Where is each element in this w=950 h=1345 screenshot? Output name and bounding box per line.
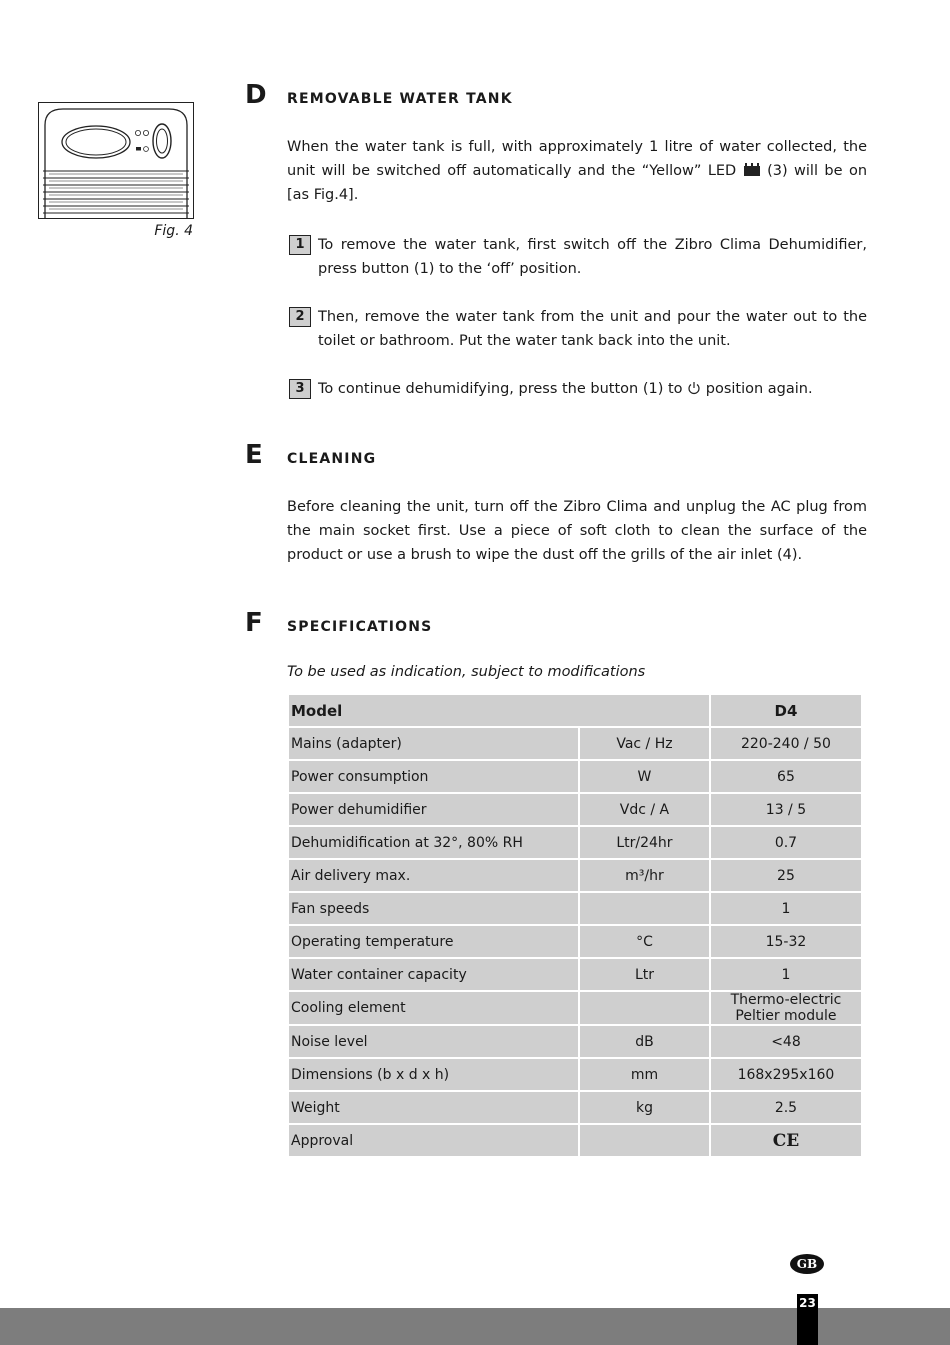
row-label: Power dehumidifier [289,794,578,825]
row-value: 168x295x160 [711,1059,861,1090]
row-unit: Ltr/24hr [580,827,709,858]
row-value: 220-240 / 50 [711,728,861,759]
row-unit: m³/hr [580,860,709,891]
row-value: 65 [711,761,861,792]
table-row [289,728,861,759]
table-row [289,827,861,858]
row-value [711,992,861,1024]
row-label: Approval [289,1125,578,1156]
header-value: D4 [711,695,861,726]
section-d-letter: D [245,80,267,110]
row-label: Cooling element [289,992,578,1024]
section-d-intro [287,135,867,207]
row-unit: kg [580,1092,709,1123]
table-row [289,926,861,957]
row-label: Dimensions (b x d x h) [289,1059,578,1090]
row-label: Weight [289,1092,578,1123]
row-value-line2: Peltier module [735,1008,837,1024]
figure-caption: Fig. 4 [154,223,193,239]
table-row [289,860,861,891]
header-label: Model [289,695,709,726]
table-row [289,794,861,825]
step-number: 2 [289,307,311,327]
row-value-ce-mark: CE [711,1125,861,1156]
section-d-title: REMOVABLE WATER TANK [287,91,513,107]
row-label: Air delivery max. [289,860,578,891]
section-f-letter: F [245,608,263,638]
row-unit [580,893,709,924]
row-value: 25 [711,860,861,891]
step-text [318,377,867,401]
step-text-part: To continue dehumidifying, press the button (1) to [318,381,683,397]
table-row [289,1026,861,1057]
row-label: Mains (adapter) [289,728,578,759]
page-number: 23 [797,1294,818,1345]
row-unit: °C [580,926,709,957]
dehumidifier-front-icon [39,103,193,218]
table-row [289,761,861,792]
step-text-part: position again. [705,381,813,397]
row-label: Power consumption [289,761,578,792]
section-d-intro-text-cont: (3) will be on [as Fig.4]. [287,163,868,203]
row-value: <48 [711,1026,861,1057]
table-row [289,1125,861,1156]
language-badge: GB [790,1254,824,1274]
step-text: Then, remove the water tank from the unit and pour the water out to the toilet or bathroom. Put the water tank back into the unit. [318,309,867,349]
figure-4-illustration [38,102,194,219]
row-label: Fan speeds [289,893,578,924]
section-e-letter: E [245,440,263,470]
row-unit [580,1125,709,1156]
table-row [289,992,861,1024]
row-label: Water container capacity [289,959,578,990]
section-e-title: CLEANING [287,451,377,467]
row-label: Dehumidification at 32°, 80% RH [289,827,578,858]
row-unit [580,992,709,1024]
specifications-note: To be used as indication, subject to modifications [287,664,646,680]
water-tank-full-icon [743,163,761,177]
section-e-text: Before cleaning the unit, turn off the Zibro Clima and unplug the AC plug from the main socket first. Use a piece of soft cloth to clean the surface of the product or use a brush to wipe the dust off the grills of the air inlet (4). [287,499,867,563]
table-row [289,1092,861,1123]
row-unit: Vac / Hz [580,728,709,759]
row-unit: W [580,761,709,792]
row-unit: Vdc / A [580,794,709,825]
step-number: 1 [289,235,311,255]
table-row [289,959,861,990]
row-value: 13 / 5 [711,794,861,825]
table-header-row [289,695,861,726]
row-label: Noise level [289,1026,578,1057]
row-value: 2.5 [711,1092,861,1123]
row-value: 1 [711,893,861,924]
row-label: Operating temperature [289,926,578,957]
specifications-table [287,693,863,1158]
row-unit: Ltr [580,959,709,990]
step-number: 3 [289,379,311,399]
section-d-intro-text: When the water tank is full, with approximately 1 litre of water collected, the unit will be switched off automatically and the “Yellow” LED [287,139,867,179]
row-unit: dB [580,1026,709,1057]
row-value: 1 [711,959,861,990]
row-value-line1: Thermo-electric [730,992,842,1008]
table-row [289,893,861,924]
step-text: To remove the water tank, first switch off the Zibro Clima Dehumidifier, press button (1) to the ‘off’ position. [318,237,867,277]
row-value: 15-32 [711,926,861,957]
power-icon [687,381,701,395]
row-unit: mm [580,1059,709,1090]
table-row [289,1059,861,1090]
row-value: 0.7 [711,827,861,858]
section-f-title: SPECIFICATIONS [287,619,433,635]
